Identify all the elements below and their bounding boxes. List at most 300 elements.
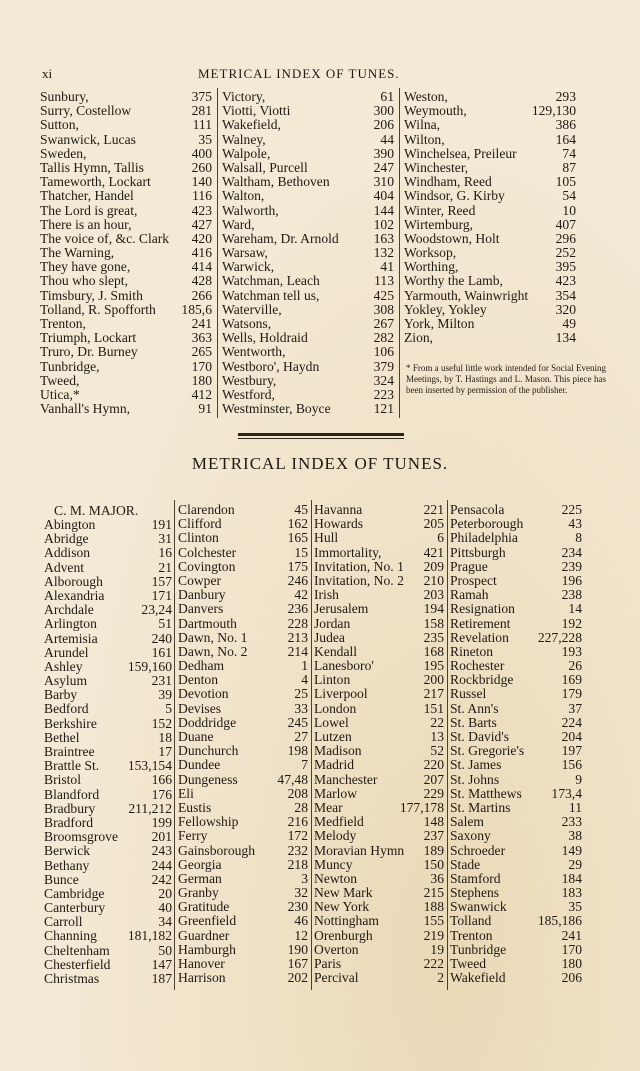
index-entry	[178, 673, 308, 687]
tune-name: Greenfield	[178, 913, 237, 929]
tune-name: Eli	[178, 785, 194, 801]
index-entry	[40, 274, 212, 288]
index-entry	[314, 517, 444, 531]
page-ref: 140	[191, 174, 212, 190]
page-ref: 204	[561, 729, 582, 744]
page-ref: 237	[423, 828, 444, 844]
page-ref: 308	[373, 301, 394, 317]
index-entry	[450, 858, 582, 872]
index-entry	[314, 531, 444, 545]
tune-name: Wareham, Dr. Arnold	[222, 230, 339, 246]
index-entry	[450, 517, 582, 531]
tune-name: Waterville,	[222, 301, 282, 317]
index-entry	[314, 886, 444, 900]
tune-name: Stephens	[450, 885, 500, 901]
page-ref: 192	[561, 615, 582, 631]
page-ref: 216	[287, 814, 308, 830]
tune-name: Wakefield,	[222, 117, 281, 133]
tune-name: Triumph, Lockart	[40, 330, 137, 346]
tune-name: London	[314, 700, 357, 716]
page-ref: 159,160	[127, 658, 172, 674]
index-entry	[404, 303, 576, 317]
tune-name: Swanwick, Lucas	[40, 131, 136, 147]
tune-name: Walpole,	[222, 145, 271, 161]
tune-name: Blandford	[44, 786, 100, 802]
index-entry	[222, 218, 394, 232]
tune-name: Linton	[314, 672, 351, 688]
page-ref: 423	[191, 202, 212, 218]
running-head: METRICAL INDEX OF TUNES.	[198, 66, 400, 81]
page-ref: 153,154	[127, 758, 172, 774]
index-entry	[40, 218, 212, 232]
index-entry	[40, 360, 212, 374]
index-entry	[314, 702, 444, 716]
index-entry	[44, 802, 172, 816]
page-ref: 32	[294, 885, 308, 901]
index-entry	[178, 631, 308, 645]
index-entry	[40, 246, 212, 260]
page-ref: 390	[373, 145, 394, 161]
page-ref: 61	[380, 89, 394, 104]
index-entry	[314, 716, 444, 730]
tune-name: Wells, Holdraid	[222, 330, 308, 346]
page-ref: 386	[555, 117, 576, 133]
index-entry	[178, 801, 308, 815]
tune-name: Arlington	[44, 616, 97, 632]
page-ref: 242	[151, 871, 172, 887]
page-ref: 189	[423, 842, 444, 858]
page-ref: 247	[373, 159, 394, 175]
page-ref: 34	[158, 914, 172, 930]
tune-name: Devises	[178, 700, 222, 716]
tune-name: Worthing,	[404, 259, 459, 275]
column-rule	[174, 500, 175, 990]
page-ref: 207	[423, 771, 444, 787]
page-ref: 8	[575, 530, 582, 546]
tune-name: Schroeder	[450, 842, 506, 858]
tune-name: Wakefield	[450, 970, 506, 986]
page-ref: 190	[287, 941, 308, 957]
index-entry	[314, 574, 444, 588]
page-ref: 26	[568, 658, 582, 674]
tune-name: Advent	[44, 559, 85, 575]
page-ref: 293	[555, 89, 576, 104]
index-entry	[314, 773, 444, 787]
tune-name: Utica,*	[40, 386, 80, 402]
page-ref: 151	[423, 700, 444, 716]
tune-name: York, Milton	[404, 316, 475, 331]
tune-name: Tolland	[450, 913, 492, 929]
section-rule-thick	[238, 433, 404, 436]
tune-name: Orenburgh	[314, 927, 373, 943]
index-entry	[178, 787, 308, 801]
index-entry	[314, 687, 444, 701]
tune-name: Chesterfield	[44, 956, 111, 972]
index-entry	[178, 900, 308, 914]
page-ref: 310	[373, 174, 394, 190]
index-entry	[40, 133, 212, 147]
page-ref: 265	[191, 344, 212, 360]
index-entry	[450, 844, 582, 858]
tune-name: St. Gregorie's	[450, 743, 525, 759]
index-entry	[178, 773, 308, 787]
index-entry	[40, 232, 212, 246]
index-entry	[314, 815, 444, 829]
tune-name: Tameworth, Lockart	[40, 174, 151, 190]
tune-name: Wilton,	[404, 131, 445, 147]
tune-name: Tweed	[450, 956, 487, 971]
index-entry	[314, 900, 444, 914]
page-ref: 167	[287, 956, 308, 971]
page-ref: 87	[562, 159, 576, 175]
index-entry	[178, 886, 308, 900]
index-entry	[314, 560, 444, 574]
index-entry	[314, 758, 444, 772]
index-entry	[178, 971, 308, 985]
index-entry	[178, 730, 308, 744]
tune-name: Walton,	[222, 188, 265, 204]
section-title: METRICAL INDEX OF TUNES.	[191, 454, 449, 473]
tune-name: Percival	[314, 970, 359, 986]
index-entry	[40, 289, 212, 303]
page-ref: 14	[568, 601, 582, 617]
tune-name: New York	[314, 899, 370, 915]
index-entry	[222, 161, 394, 175]
tune-name: Pittsburgh	[450, 544, 506, 560]
index-entry	[222, 345, 394, 359]
page-ref: 281	[191, 103, 212, 119]
index-entry	[404, 204, 576, 218]
index-entry	[44, 674, 172, 688]
page-ref: 111	[192, 117, 212, 133]
page-ref: 173,4	[551, 785, 582, 801]
page-ref: 197	[561, 743, 582, 759]
index-entry	[178, 872, 308, 886]
page-ref: 165	[287, 530, 308, 546]
tune-name: Tunbridge	[450, 941, 507, 957]
page-ref: 260	[191, 159, 212, 175]
tune-name: Newton	[314, 870, 358, 886]
tune-name: Walworth,	[222, 202, 279, 218]
index-entry	[404, 260, 576, 274]
index-entry	[178, 957, 308, 971]
index-entry	[222, 232, 394, 246]
index-entry	[44, 518, 172, 532]
page-ref: 184	[561, 870, 582, 886]
meter-header: C. M. MAJOR.	[54, 503, 139, 518]
page-ref: 158	[423, 615, 444, 631]
page-ref: 379	[373, 358, 394, 374]
tune-name: Tunbridge,	[40, 358, 100, 374]
index-entry	[44, 929, 172, 943]
index-entry	[450, 617, 582, 631]
index-entry	[44, 546, 172, 560]
top-column-2	[222, 90, 394, 416]
index-entry	[44, 561, 172, 575]
page-ref: 228	[287, 615, 308, 631]
tune-name: Westminster, Boyce	[222, 401, 331, 417]
page-ref: 195	[423, 658, 444, 674]
page-ref: 421	[423, 544, 444, 560]
tune-name: Retirement	[450, 615, 511, 631]
tune-name: Braintree	[44, 744, 95, 759]
tune-name: Thou who slept,	[40, 273, 128, 289]
page-ref: 414	[191, 259, 212, 275]
index-entry	[450, 914, 582, 928]
tune-name: Granby	[178, 885, 219, 901]
index-entry	[44, 759, 172, 773]
page-ref: 45	[294, 502, 308, 517]
index-entry	[44, 972, 172, 986]
page-ref: 188	[423, 899, 444, 915]
tune-name: Watchman tell us,	[222, 287, 320, 303]
index-entry	[40, 204, 212, 218]
page-ref: 113	[374, 273, 394, 289]
page-ref: 161	[151, 644, 172, 660]
tune-name: Archdale	[44, 602, 94, 618]
tune-name: Alexandria	[44, 587, 105, 603]
page-ref: 176	[151, 786, 172, 802]
index-entry	[404, 317, 576, 331]
index-entry	[222, 118, 394, 132]
tune-name: Hanover	[178, 956, 225, 971]
page-ref: 239	[561, 558, 582, 574]
page-ref: 52	[430, 743, 444, 759]
page-ref: 42	[294, 587, 308, 603]
tune-name: Winter, Reed	[404, 202, 476, 218]
page-ref: 2	[437, 970, 444, 986]
index-entry	[44, 702, 172, 716]
index-entry	[178, 546, 308, 560]
index-entry	[314, 801, 444, 815]
index-entry	[314, 943, 444, 957]
page-ref: 217	[423, 686, 444, 702]
page-ref: 180	[561, 956, 582, 971]
page-ref: 172	[287, 828, 308, 844]
tune-name: Abington	[44, 517, 96, 532]
tune-name: Winchester,	[404, 159, 469, 175]
page-ref: 31	[158, 531, 172, 547]
tune-name: Wirtemburg,	[404, 216, 474, 232]
page-ref: 41	[380, 259, 394, 275]
page-ref: 148	[423, 814, 444, 830]
tune-name: Sunbury,	[40, 89, 89, 104]
index-entry	[222, 317, 394, 331]
index-entry	[404, 218, 576, 232]
tune-name: Lutzen	[314, 729, 352, 744]
index-entry	[178, 943, 308, 957]
tune-name: Windsor, G. Kirby	[404, 188, 505, 204]
index-entry	[314, 829, 444, 843]
index-entry	[314, 730, 444, 744]
tune-name: Trenton	[450, 927, 493, 943]
tune-name: Weston,	[404, 89, 448, 104]
index-entry	[404, 133, 576, 147]
tune-name: Yarmouth, Wainwright	[404, 287, 529, 303]
tune-name: New Mark	[314, 885, 373, 901]
index-entry	[450, 574, 582, 588]
page-ref: 132	[373, 245, 394, 261]
index-entry	[178, 744, 308, 758]
page-ref: 74	[562, 145, 576, 161]
tune-name: Duane	[178, 729, 214, 744]
index-entry	[450, 645, 582, 659]
tune-name: Addison	[44, 545, 91, 561]
index-entry	[314, 617, 444, 631]
tune-name: Arundel	[44, 644, 89, 660]
index-entry	[178, 659, 308, 673]
page-ref: 39	[158, 687, 172, 703]
index-entry	[314, 546, 444, 560]
page-ref: 170	[191, 358, 212, 374]
page-ref: 300	[373, 103, 394, 119]
tune-name: St. James	[450, 757, 502, 773]
index-entry	[222, 133, 394, 147]
index-entry	[178, 858, 308, 872]
index-entry	[404, 246, 576, 260]
index-entry	[44, 915, 172, 929]
tune-name: Clinton	[178, 530, 219, 546]
tune-name: Madison	[314, 743, 362, 759]
index-entry	[404, 161, 576, 175]
tune-name: Gratitude	[178, 899, 230, 915]
page-ref: 215	[423, 885, 444, 901]
page-ref: 166	[151, 772, 172, 788]
tune-name: Melody	[314, 828, 357, 844]
tune-name: Judea	[314, 629, 345, 645]
tune-name: Walsall, Purcell	[222, 159, 308, 175]
index-entry	[178, 702, 308, 716]
index-entry	[44, 788, 172, 802]
index-entry	[314, 971, 444, 985]
page-ref: 9	[575, 771, 582, 787]
page-ref: 3	[301, 870, 308, 886]
index-entry	[40, 402, 212, 416]
column-rule	[447, 500, 448, 990]
index-entry	[450, 801, 582, 815]
tune-name: Vanhall's Hymn,	[40, 401, 131, 417]
index-entry	[44, 745, 172, 759]
index-entry	[450, 702, 582, 716]
index-entry	[40, 388, 212, 402]
page-ref: 23,24	[141, 602, 172, 618]
page-ref: 171	[151, 587, 172, 603]
index-entry	[44, 816, 172, 830]
index-entry	[314, 659, 444, 673]
tune-name: They have gone,	[40, 259, 131, 275]
index-entry	[40, 260, 212, 274]
page-ref: 5	[165, 701, 172, 717]
page-ref: 36	[430, 870, 444, 886]
page-ref: 218	[287, 856, 308, 872]
tune-name: Watsons,	[222, 316, 272, 331]
bottom-column-3	[314, 503, 444, 985]
page-ref: 183	[561, 885, 582, 901]
index-entry	[44, 532, 172, 546]
page-ref: 201	[151, 829, 172, 845]
tune-name: Fellowship	[178, 814, 239, 830]
page-ref: 219	[423, 927, 444, 943]
index-entry	[314, 844, 444, 858]
tune-name: Howards	[314, 516, 364, 532]
page-ref: 47,48	[277, 771, 308, 787]
tune-name: Rockbridge	[450, 672, 514, 688]
page-ref: 10	[562, 202, 576, 218]
tune-name: St. Matthews	[450, 785, 522, 801]
index-entry	[450, 957, 582, 971]
tune-name: Alborough	[44, 573, 103, 589]
index-entry	[178, 645, 308, 659]
top-column-3	[404, 90, 576, 345]
page-ref: 267	[373, 316, 394, 331]
page-ref: 282	[373, 330, 394, 346]
tune-name: Yokley, Yokley	[404, 301, 487, 317]
tune-name: Philadelphia	[450, 530, 518, 546]
tune-name: Timsbury, J. Smith	[40, 287, 143, 303]
page-ref: 240	[151, 630, 172, 646]
tune-name: Havanna	[314, 502, 363, 517]
index-entry	[222, 260, 394, 274]
index-entry	[314, 872, 444, 886]
index-entry	[450, 673, 582, 687]
index-entry	[314, 914, 444, 928]
page-ref: 33	[294, 700, 308, 716]
index-entry	[404, 274, 576, 288]
tune-name: Tallis Hymn, Tallis	[40, 159, 144, 175]
page-ref: 177,178	[399, 799, 444, 815]
index-entry	[44, 688, 172, 702]
page-ref: 246	[287, 572, 308, 588]
index-entry	[178, 560, 308, 574]
page-ref: 206	[561, 970, 582, 986]
tune-name: Covington	[178, 558, 236, 574]
index-entry	[178, 517, 308, 531]
index-entry	[450, 503, 582, 517]
page-ref: 105	[555, 174, 576, 190]
page-ref: 46	[294, 913, 308, 929]
page-ref: 29	[568, 856, 582, 872]
index-entry	[404, 104, 576, 118]
index-entry	[44, 859, 172, 873]
page-ref: 187	[151, 971, 172, 986]
page-ref: 175	[287, 558, 308, 574]
index-entry	[404, 175, 576, 189]
page-ref: 208	[287, 785, 308, 801]
tune-name: Asylum	[44, 673, 88, 689]
tune-name: St. Barts	[450, 714, 497, 730]
index-entry	[450, 773, 582, 787]
index-entry	[450, 829, 582, 843]
index-entry	[404, 189, 576, 203]
page-ref: 194	[423, 601, 444, 617]
page-ref: 20	[158, 885, 172, 901]
page-ref: 16	[158, 545, 172, 561]
page-ref: 245	[287, 714, 308, 730]
page-ref: 21	[158, 559, 172, 575]
page-ref: 156	[561, 757, 582, 773]
tune-name: Dungeness	[178, 771, 238, 787]
tune-name: Lanesboro'	[314, 658, 374, 674]
tune-name: Russel	[450, 686, 487, 702]
page-ref: 205	[423, 516, 444, 532]
index-entry	[450, 943, 582, 957]
page-ref: 37	[568, 700, 582, 716]
index-entry	[314, 645, 444, 659]
page-ref: 179	[561, 686, 582, 702]
tune-name: Ramah	[450, 587, 489, 603]
index-entry	[450, 900, 582, 914]
tune-name: Swanwick	[450, 899, 507, 915]
